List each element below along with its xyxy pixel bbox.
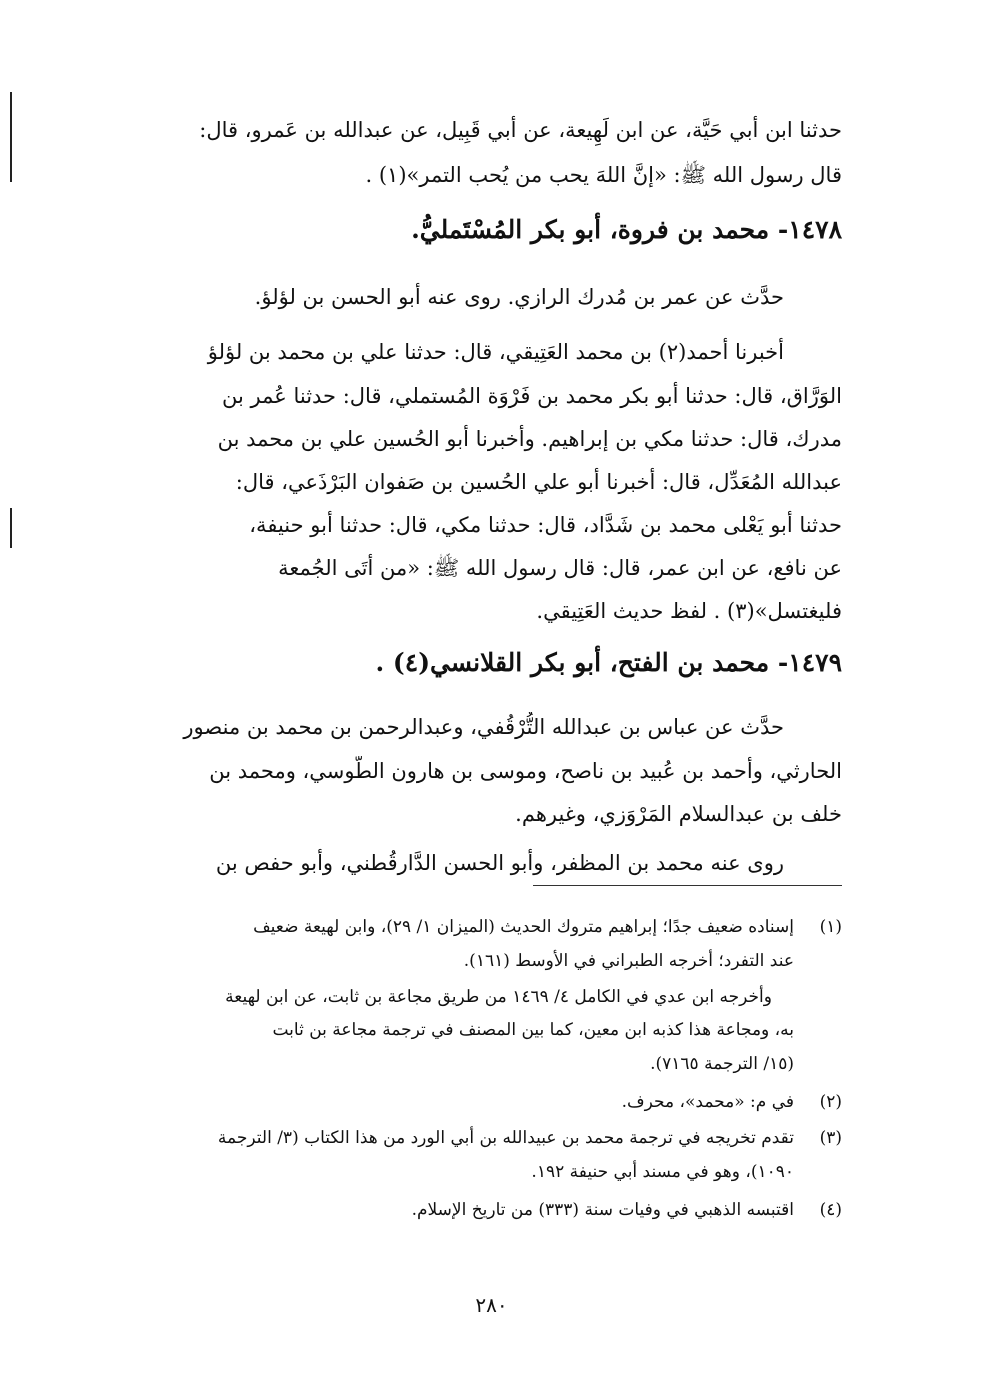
body-line: حدَّث عن عباس بن عبدالله التُّرْقُفي، وعبدالرحمن بن محمد بن منصور — [183, 715, 784, 739]
footnote-line: وأخرجه ابن عدي في الكامل ٤/ ١٤٦٩ من طريق مجاعة بن ثابت، عن ابن لهيعة — [225, 987, 772, 1007]
footnote-text: في م: «محمد»، محرف. — [621, 1092, 794, 1112]
footnote-line: عند التفرد؛ أخرجه الطبراني في الأوسط (١٦١). — [463, 951, 794, 971]
body-line: قال رسول الله ﷺ: «إنَّ اللهَ يحب من يُحب التمر»(١) . — [365, 163, 842, 187]
scan-edge-mark — [10, 92, 12, 182]
footnote-line: ١٠٩٠)، وهو في مسند أبي حنيفة ١٩٢. — [531, 1162, 794, 1182]
footnote-1 — [132, 914, 842, 944]
body-line: حدثنا ابن أبي حَيَّة، عن ابن لَهِيعة، عن أبي قَبِيل، عن عبدالله بن عَمرو، قال: — [199, 118, 842, 142]
footnote-divider — [533, 885, 842, 886]
main-text — [130, 0, 842, 880]
body-line: عبدالله المُعَدِّل، قال: أخبرنا أبو علي الحُسين بن صَفوان البَرْذَعي، قال: — [235, 470, 842, 494]
body-line: عن نافع، عن ابن عمر، قال: قال رسول الله ﷺ: «من أتَى الجُمعة — [278, 556, 842, 580]
entry-heading-1479: ١٤٧٩- محمد بن الفتح، أبو بكر القلانسي(٤) . — [375, 648, 842, 677]
footnote-text: اقتبسه الذهبي في وفيات سنة (٣٣٣) من تاريخ الإسلام. — [411, 1200, 794, 1220]
footnote-2 — [132, 1089, 842, 1119]
footnote-number: (٢) — [819, 1092, 842, 1112]
entry-heading-1478: ١٤٧٨- محمد بن فروة، أبو بكر المُسْتَمليُّ. — [411, 215, 842, 244]
body-line: الوَرَّاق، قال: حدثنا أبو بكر محمد بن فَرْوَة المُستملي، قال: حدثنا عُمر بن — [222, 384, 842, 408]
body-line: روى عنه محمد بن المظفر، وأبو الحسن الدَّارقُطني، وأبو حفص بن — [215, 851, 784, 875]
body-line: الحارثي، وأحمد بن عُبيد بن ناصح، وموسى بن هارون الطُّوسي، ومحمد بن — [209, 759, 842, 783]
page-number: ٢٨٠ — [475, 1293, 508, 1317]
footnote-text: تقدم تخريجه في ترجمة محمد بن عبيدالله بن أبي الورد من هذا الكتاب (٣/ الترجمة — [217, 1128, 794, 1148]
body-line: خلف بن عبدالسلام المَرْوَزي، وغيرهم. — [515, 802, 842, 826]
footnote-4 — [132, 1197, 842, 1227]
footnote-line: به، ومجاعة هذا كذبه ابن معين، كما بين المصنف في ترجمة مجاعة بن ثابت — [272, 1020, 794, 1040]
footnote-number: (١) — [819, 917, 842, 937]
body-line: مدرك، قال: حدثنا مكي بن إبراهيم. وأخبرنا أبو الحُسين علي بن محمد بن — [217, 427, 842, 451]
footnote-line: (١٥/ الترجمة ٧١٦٥). — [650, 1054, 794, 1074]
body-line: فليغتسل»(٣) . لفظ حديث العَتِيقي. — [536, 599, 842, 623]
footnote-number: (٤) — [819, 1200, 842, 1220]
footnote-text: إسناده ضعيف جدًا؛ إبراهيم متروك الحديث (الميزان ١/ ٢٩)، وابن لهيعة ضعيف — [253, 917, 794, 937]
body-line: أخبرنا أحمد(٢) بن محمد العَتِيقي، قال: حدثنا علي بن محمد بن لؤلؤ — [207, 340, 784, 364]
footnote-number: (٣) — [819, 1128, 842, 1148]
body-line: حدَّث عن عمر بن مُدرك الرازي. روى عنه أبو الحسن بن لؤلؤ. — [254, 285, 784, 309]
scan-edge-mark — [10, 508, 12, 548]
footnote-3 — [132, 1125, 842, 1155]
body-line: حدثنا أبو يَعْلى محمد بن شَدَّاد، قال: حدثنا مكي، قال: حدثنا أبو حنيفة، — [249, 513, 842, 537]
